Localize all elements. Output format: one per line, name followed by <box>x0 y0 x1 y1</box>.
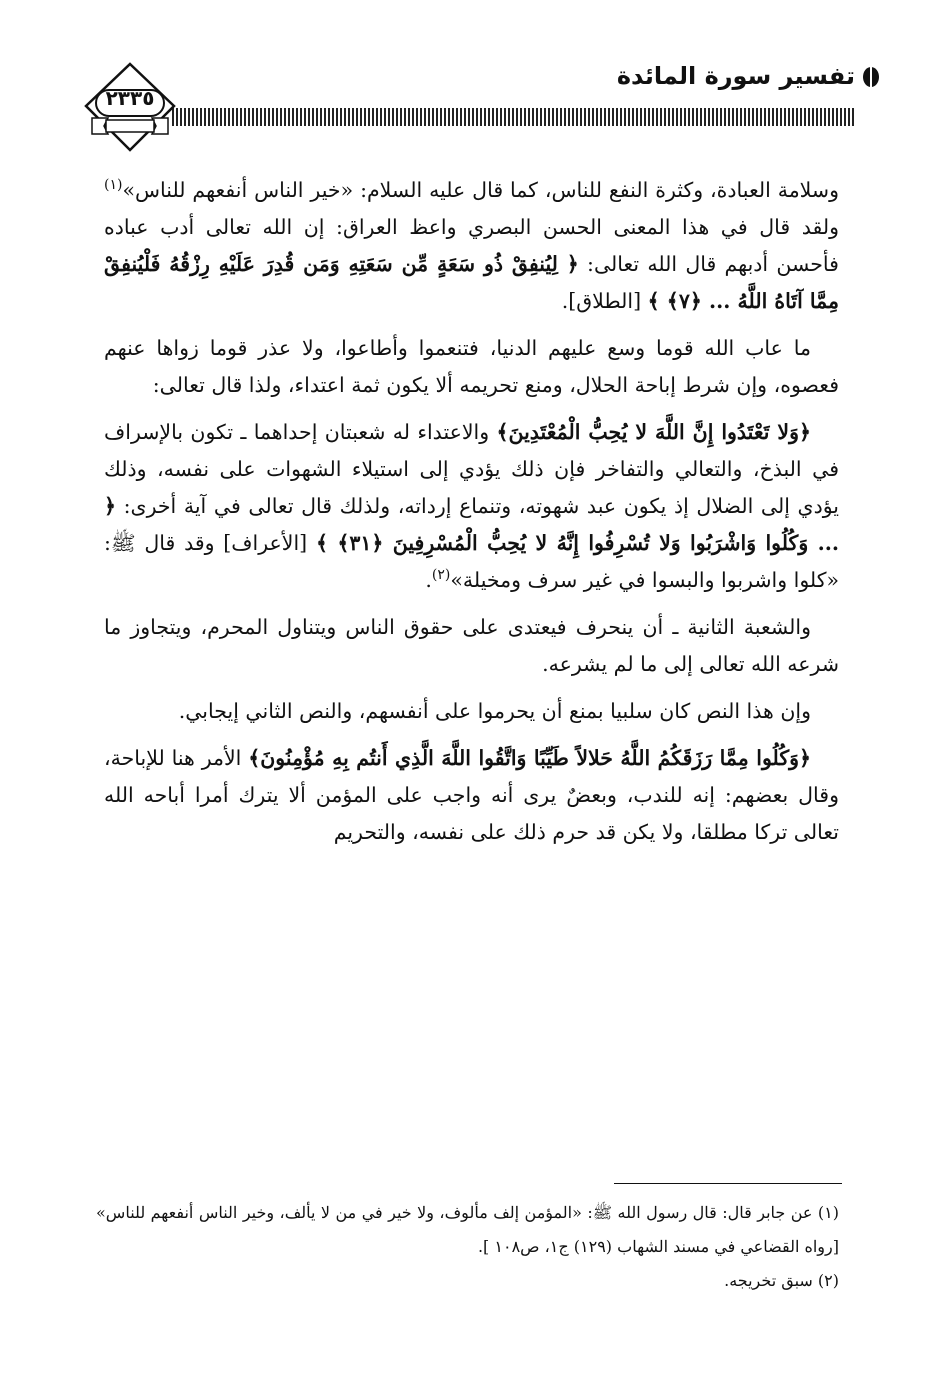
footnote-ref-1: (١) <box>104 177 123 194</box>
footnote-ref-2: (٢) <box>431 567 451 584</box>
body-text <box>104 172 839 861</box>
paragraph-2: ما عاب الله قوما وسع عليهم الدنيا، فتنعموا وأطاعوا، ولا عذر قوما زواها عنهم فعصوه، وإن شرط إباحة الحلال، ومنع تحريمه ألا يكون ثمة اعتداء، ولذا قال تعالى: <box>104 336 839 397</box>
paragraph-4: والشعبة الثانية ـ أن ينحرف فيعتدى على حقوق الناس ويتناول المحرم، ويتجاوز ما شرعه الله تعالى إلى ما لم يشرعه. <box>104 615 839 676</box>
p1-text-3: [الطلاق]. <box>561 289 648 313</box>
ornament-icon <box>861 66 881 88</box>
paragraph-6 <box>104 740 839 851</box>
header-rule <box>172 108 855 126</box>
p1-text-1: وسلامة العبادة، وكثرة النفع للناس، كما قال عليه السلام: «خير الناس أنفعهم للناس» <box>122 178 839 202</box>
p3-text-1: والاعتداء له شعبتان إحداهما ـ تكون بالإسراف في البذخ، والتعالي والتفاخر فإن ذلك يؤدي إلى استيلاء الشهوات على نفسه، وذلك يؤدي إلى الضلال إذ يكون عبد شهوته، وتنماع إرداته، ولذلك قال تعالى في آية أخرى: <box>104 420 839 518</box>
p3-text-3: . <box>425 568 432 592</box>
quran-verse-maidah-88: ﴿وَكُلُوا مِمَّا رَزَقَكُمُ اللَّهُ حَلالاً طَيِّبًا وَاتَّقُوا اللَّهَ الَّذِي أَنتُم بِهِ مُؤْمِنُونَ﴾ <box>248 746 811 770</box>
footnote-2: (٢) سبق تخريجه. <box>724 1271 839 1290</box>
p3-text-2: [الأعراف] وقد قال ﷺ: «كلوا واشربوا والبسوا في غير سرف ومخيلة» <box>104 531 839 592</box>
quran-verse-talaq: ﴿ لِيُنفِقْ ذُو سَعَةٍ مِّن سَعَتِهِ وَمَن قُدِرَ عَلَيْهِ رِزْقُهُ فَلْيُنفِقْ مِمَّا آتَاهُ اللَّهُ ... ﴿٧﴾ ﴾ <box>104 252 839 313</box>
running-header-title: تفسير سورة المائدة <box>616 62 855 90</box>
p6-text-1: الأمر هنا للإباحة، وقال بعضهم: إنه للندب، وبعضٌ يرى أنه واجب على المؤمن ألا يترك أمرا أباحه الله تعالى تركا مطلقا، ولا يكن قد حرم ذلك على نفسه، والتحريم <box>104 746 839 844</box>
footnotes <box>96 1196 839 1298</box>
footnote-1: (١) عن جابر قال: قال رسول الله ﷺ: «المؤمن إلف مألوف، ولا خير في من لا يألف، وخير الناس أنفعهم للناس» [رواه القضاعي في مسند الشهاب (١٢٩) ج١، ص١٠٨ ]. <box>96 1203 839 1256</box>
quran-verse-maidah-87: ﴿وَلا تَعْتَدُوا إِنَّ اللَّهَ لا يُحِبُّ الْمُعْتَدِينَ﴾ <box>496 420 811 444</box>
paragraph-5: وإن هذا النص كان سلبيا بمنع أن يحرموا على أنفسهم، والنص الثاني إيجابي. <box>178 699 811 723</box>
p1-text-2: ولقد قال في هذا المعنى الحسن البصري واعظ العراق: إن الله تعالى أدب عباده فأحسن أدبهم قال الله تعالى: <box>104 215 839 276</box>
page-number: ٢٣٣٥ <box>105 86 155 110</box>
paragraph-1 <box>104 172 839 320</box>
footnote-divider <box>614 1183 842 1184</box>
paragraph-3 <box>104 414 839 599</box>
quran-verse-araf: ﴿ ... وَكُلُوا وَاشْرَبُوا وَلا تُسْرِفُوا إِنَّهُ لا يُحِبُّ الْمُسْرِفِينَ ﴿٣١﴾ ﴾ <box>104 494 839 555</box>
